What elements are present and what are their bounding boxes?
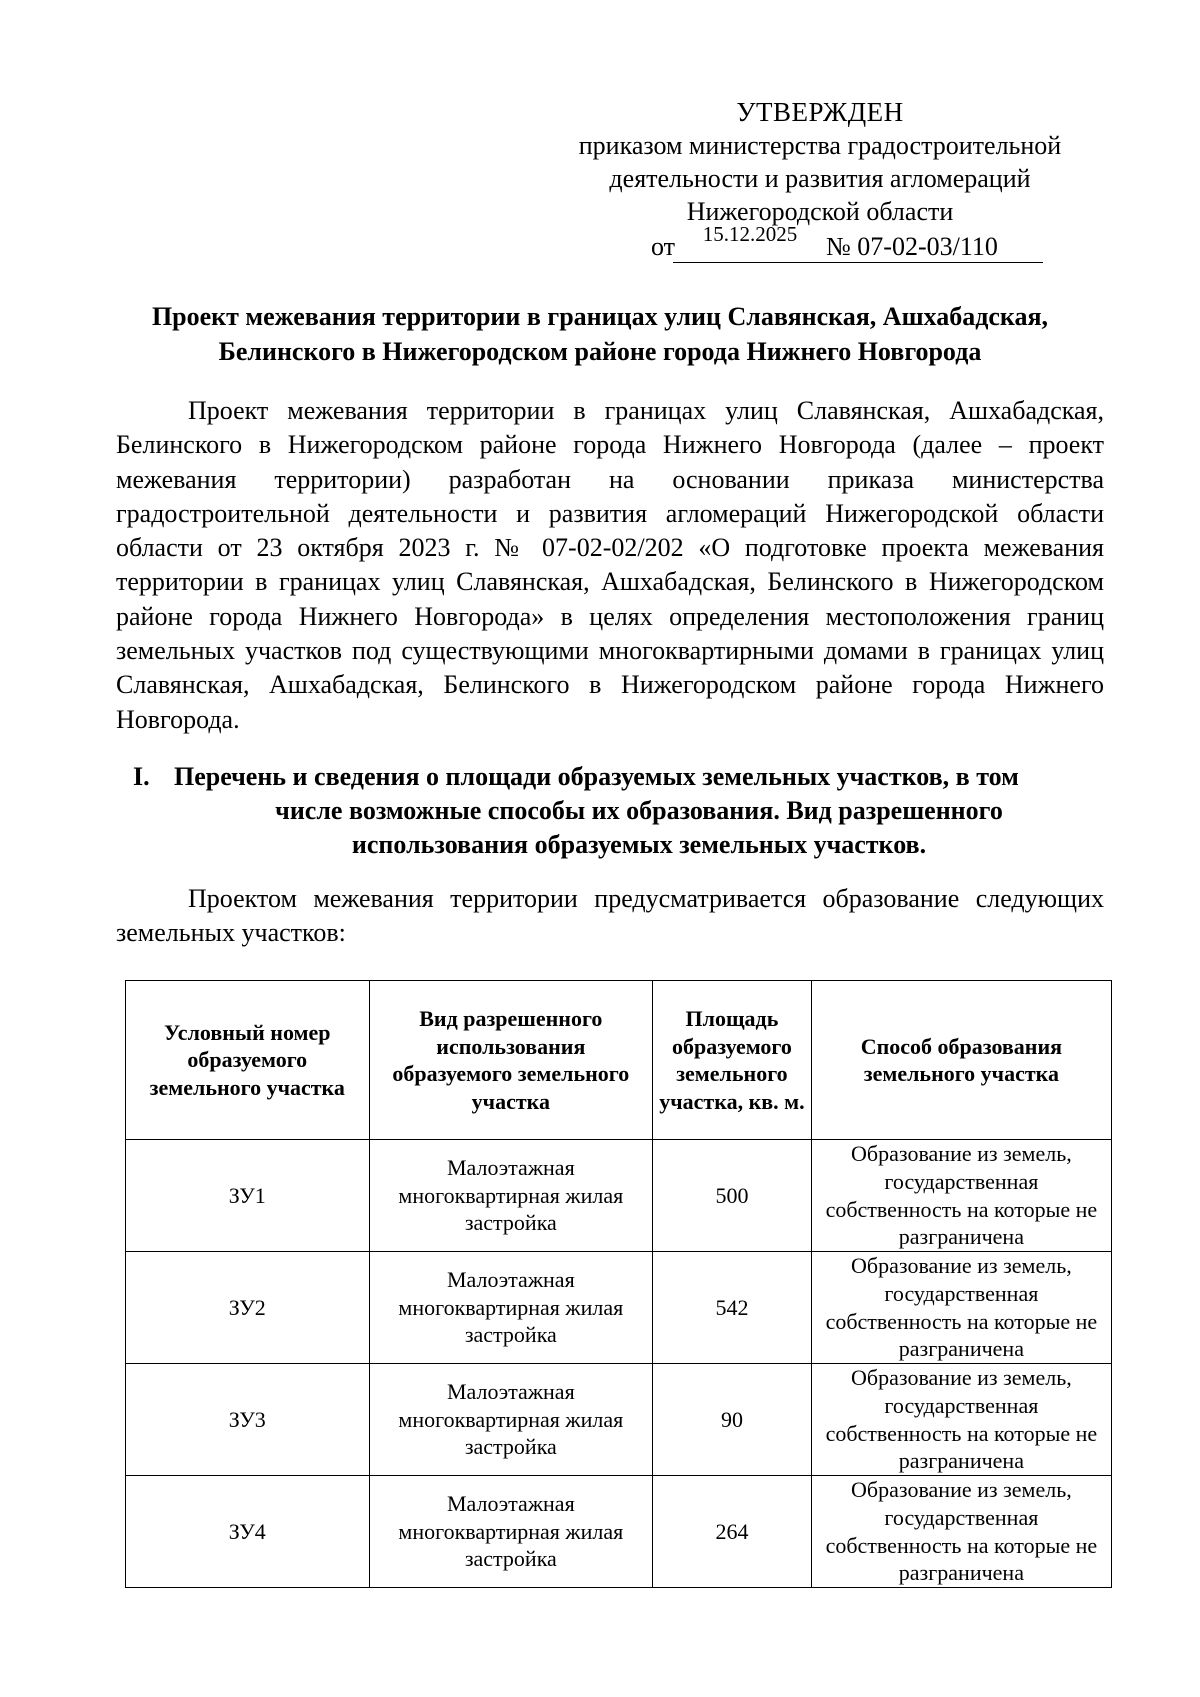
cell-formation-method: Образование из земель, государственная собственность на которые не разграничена — [811, 1476, 1111, 1588]
approval-block — [540, 96, 1100, 228]
cell-plot-number: ЗУ2 — [126, 1252, 370, 1364]
cell-permitted-use: Малоэтажная многоквартирная жилая застройка — [369, 1364, 653, 1476]
header-area: Площадь образуемого земельного участка, кв. м. — [653, 981, 812, 1140]
section-1-line-3: использования образуемых земельных участков. — [351, 830, 927, 859]
cell-plot-number: ЗУ1 — [126, 1140, 370, 1252]
section-1-line-2: числе возможные способы их образования. Вид разрешенного — [275, 796, 1003, 825]
header-formation-method: Способ образования земельного участка — [811, 981, 1111, 1140]
document-title — [96, 299, 1104, 369]
intro-paragraph: Проект межевания территории в границах улиц Славянская, Ашхабадская, Белинского в Нижегородском районе города Нижнего Новгорода (далее – проект межевания территории) разработан на основании приказа министерства градостроительной деятельности и развития агломераций Нижегородской области области от 23 октября 2023 г. № 07-02-02/202 «О подготовке проекта межевания территории в границах улиц Славянская, Ашхабадская, Белинского в Нижегородском районе города Нижнего Новгорода» в целях определения местоположения границ земельных участков под существующими многоквартирными домами в границах улиц Славянская, Ашхабадская, Белинского в Нижегородском районе города Нижнего Новгорода. — [116, 396, 1104, 734]
cell-permitted-use: Малоэтажная многоквартирная жилая застройка — [369, 1476, 653, 1588]
title-line-2: Белинского в Нижегородском районе города Нижнего Новгорода — [218, 337, 982, 366]
section-1-title — [174, 760, 1104, 862]
section-1-paragraph: Проектом межевания территории предусматривается образование следующих земельных участков: — [116, 884, 1104, 947]
approval-line-3: Нижегородской области — [686, 197, 954, 226]
cell-formation-method: Образование из земель, государственная собственность на которые не разграничена — [811, 1252, 1111, 1364]
land-plots-table — [125, 980, 1112, 1588]
header-plot-number: Условный номер образуемого земельного участка — [126, 981, 370, 1140]
order-date: 15.12.2025 — [702, 222, 798, 246]
cell-area: 90 — [653, 1364, 812, 1476]
order-underline — [673, 262, 1043, 263]
order-number: № 07-02-03/110 — [826, 232, 998, 261]
cell-plot-number: ЗУ4 — [126, 1476, 370, 1588]
approval-line-2: деятельности и развития агломераций — [609, 164, 1031, 193]
cell-plot-number: ЗУ3 — [126, 1364, 370, 1476]
title-line-1: Проект межевания территории в границах улиц Славянская, Ашхабадская, — [151, 302, 1049, 331]
cell-area: 500 — [653, 1140, 812, 1252]
table-row — [126, 1364, 1112, 1476]
order-line — [643, 222, 1023, 266]
table-row — [126, 1476, 1112, 1588]
approval-heading: УТВЕРЖДЕН — [736, 97, 904, 127]
cell-permitted-use: Малоэтажная многоквартирная жилая застройка — [369, 1140, 653, 1252]
cell-area: 264 — [653, 1476, 812, 1588]
order-from-label: от — [651, 232, 676, 261]
cell-formation-method: Образование из земель, государственная собственность на которые не разграничена — [811, 1140, 1111, 1252]
cell-permitted-use: Малоэтажная многоквартирная жилая застройка — [369, 1252, 653, 1364]
table-row — [126, 1140, 1112, 1252]
section-1-number: I. — [133, 762, 150, 791]
section-1-line-1: Перечень и сведения о площади образуемых земельных участков, в том — [174, 762, 1019, 791]
table-header-row — [126, 981, 1112, 1140]
header-permitted-use: Вид разрешенного использования образуемого земельного участка — [369, 981, 653, 1140]
cell-formation-method: Образование из земель, государственная собственность на которые не разграничена — [811, 1364, 1111, 1476]
approval-line-1: приказом министерства градостроительной — [578, 131, 1062, 160]
cell-area: 542 — [653, 1252, 812, 1364]
table-row — [126, 1252, 1112, 1364]
